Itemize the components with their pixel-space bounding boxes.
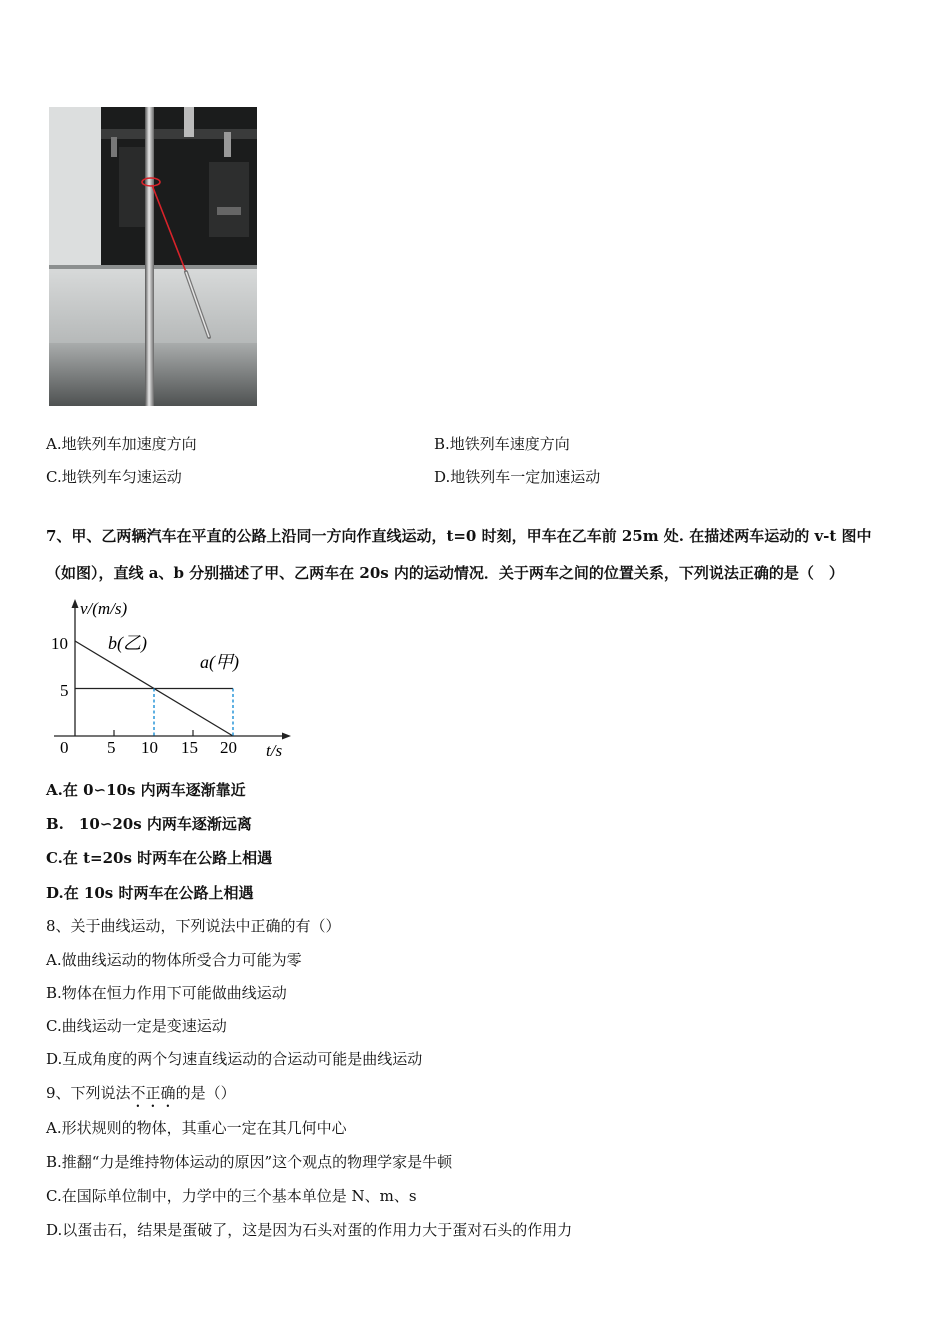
- q6-option-c: C.地铁列车匀速运动: [46, 468, 182, 486]
- line-b-label: b(乙): [108, 633, 147, 653]
- q9-option-b: B.推翻“力是维持物体运动的原因”这个观点的物理学家是牛顿: [46, 1153, 453, 1171]
- q9-stem: [46, 1083, 236, 1111]
- y-tick-10: 10: [51, 634, 68, 653]
- x-tick-10: 10: [141, 738, 158, 757]
- q9-option-d: D.以蛋击石，结果是蛋破了，这是因为石头对蛋的作用力大于蛋对石头的作用力: [46, 1221, 573, 1239]
- y-tick-5: 5: [60, 681, 69, 700]
- q7-stem-line1: 7、甲、乙两辆汽车在平直的公路上沿同一方向作直线运动，t=0 时刻，甲车在乙车前 25m 处. 在描述两车运动的 v-t 图中: [46, 527, 872, 545]
- q8-option-a: A.做曲线运动的物体所受合力可能为零: [46, 951, 302, 969]
- x-axis-arrow: [282, 733, 291, 740]
- q9-stem-suffix: 的是（）: [175, 1084, 236, 1102]
- x-tick-5: 5: [107, 738, 116, 757]
- q8-option-c: C.曲线运动一定是变速运动: [46, 1017, 227, 1035]
- q9-option-c: C.在国际单位制中，力学中的三个基本单位是 N、m、s: [46, 1187, 417, 1205]
- q9-stem-emphasis: 不正确: [130, 1084, 176, 1102]
- vt-graph: [40, 596, 300, 766]
- q9-option-a: A.形状规则的物体，其重心一定在其几何中心: [46, 1119, 347, 1137]
- q8-option-d: D.互成角度的两个匀速直线运动的合运动可能是曲线运动: [46, 1050, 423, 1068]
- q7-option-c: C.在 t=20s 时两车在公路上相遇: [46, 849, 273, 867]
- q9-stem-prefix: 9、下列说法: [46, 1084, 131, 1102]
- q7-option-a: A.在 0∽10s 内两车逐渐靠近: [46, 781, 246, 799]
- q8-stem: 8、关于曲线运动，下列说法中正确的有（）: [46, 917, 341, 935]
- x-tick-20: 20: [220, 738, 237, 757]
- x-axis-label: t/s: [266, 741, 283, 760]
- q6-option-a: A.地铁列车加速度方向: [46, 435, 197, 453]
- q6-option-d: D.地铁列车一定加速运动: [434, 468, 601, 486]
- q7-stem-line2: （如图），直线 a、b 分别描述了甲、乙两车在 20s 内的运动情况．关于两车之间的位置关系，下列说法正确的是（ ）: [46, 564, 844, 582]
- y-axis-arrow: [72, 599, 79, 608]
- line-a-label: a(甲): [200, 652, 239, 672]
- q7-option-b: B. 10∽20s 内两车逐渐远离: [46, 815, 252, 833]
- y-axis-label: v/(m/s): [80, 599, 128, 618]
- q7-option-d: D.在 10s 时两车在公路上相遇: [46, 884, 254, 902]
- x-tick-0: 0: [60, 738, 69, 757]
- subway-photo: [49, 107, 257, 406]
- q6-option-b: B.地铁列车速度方向: [434, 435, 570, 453]
- x-tick-15: 15: [181, 738, 198, 757]
- q8-option-b: B.物体在恒力作用下可能做曲线运动: [46, 984, 287, 1002]
